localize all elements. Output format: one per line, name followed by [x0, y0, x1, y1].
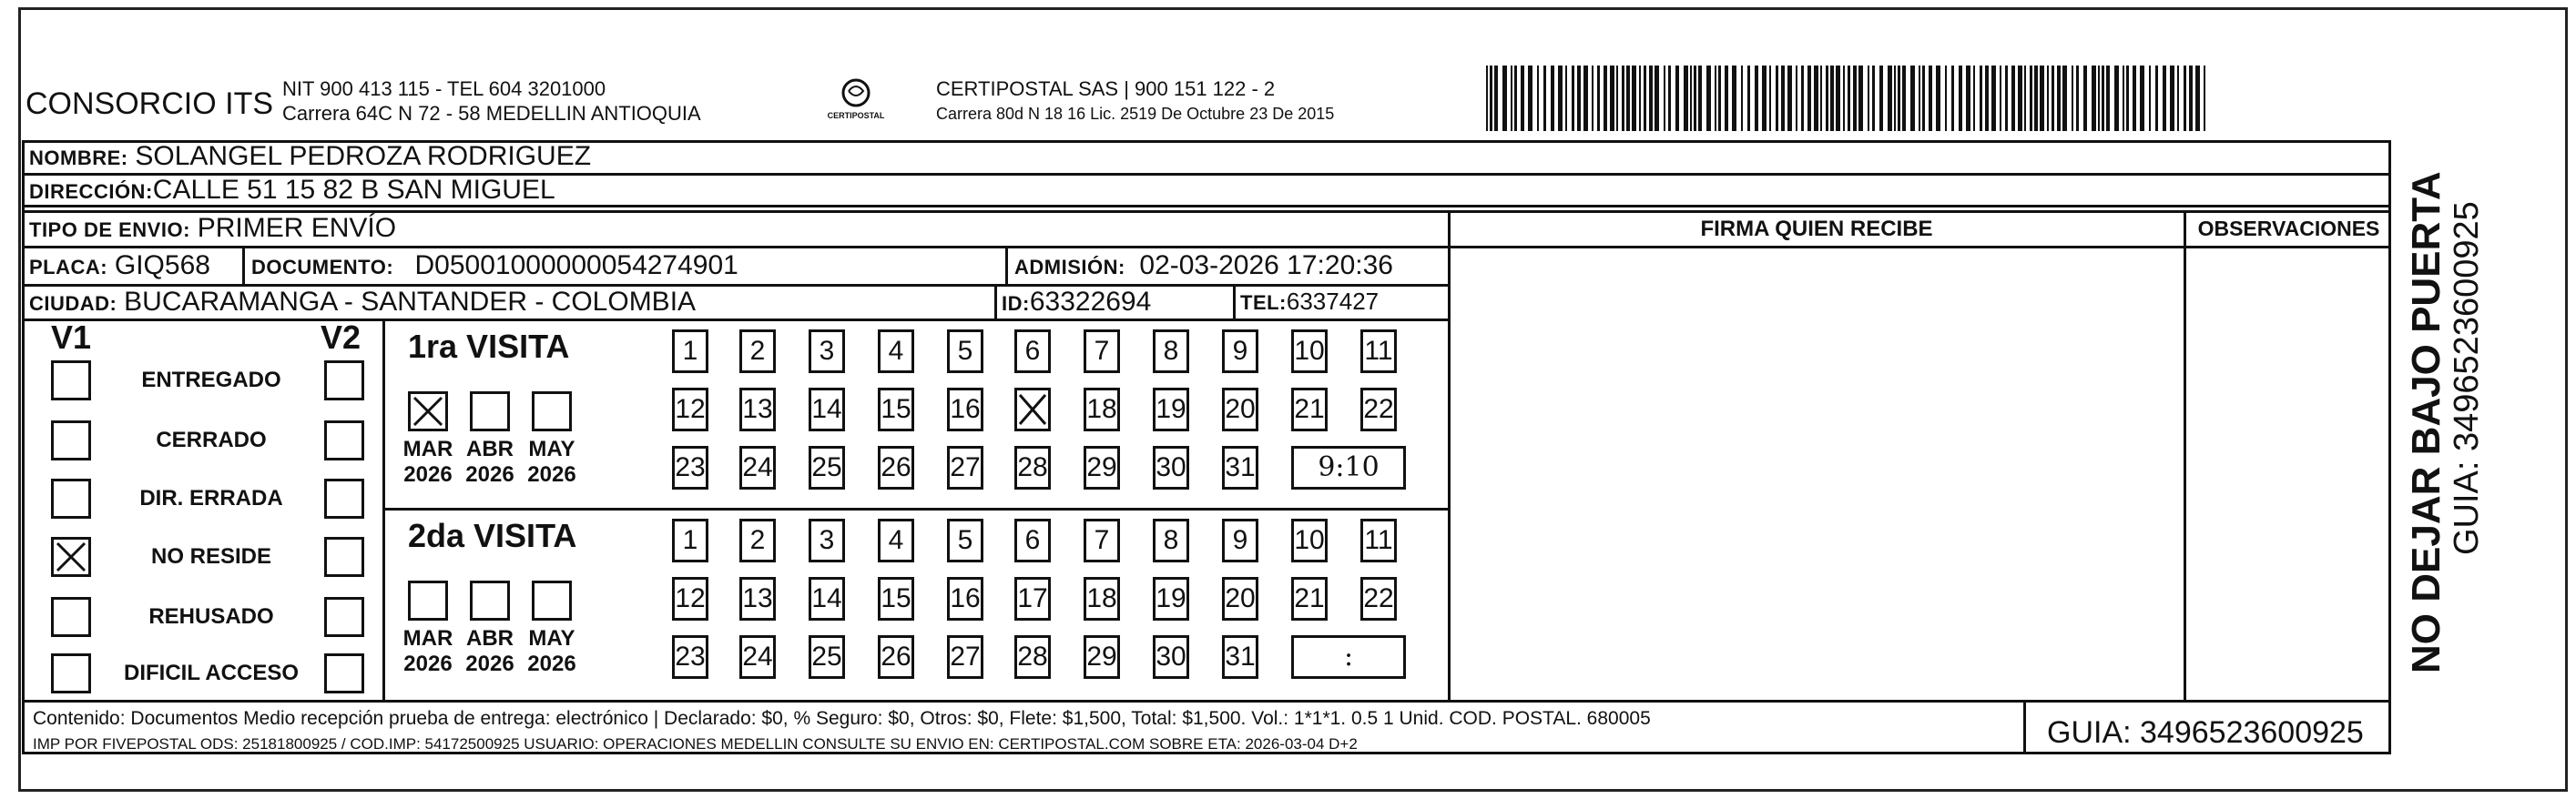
documento-label: DOCUMENTO:	[251, 256, 394, 278]
month-label: ABR	[466, 437, 514, 461]
admision-value: 02-03-2026 17:20:36	[1139, 250, 1393, 280]
month-label: MAY	[528, 626, 575, 651]
barcode-bar	[2072, 66, 2073, 131]
footer-imp: IMP POR FIVEPOSTAL ODS: 25181800925 / COD.IMP: 54172500925 USUARIO: OPERACIONES MEDELLIN CONSULTE SU ENVIO EN: CERTIPOSTAL.COM SOBRE ETA: 2026-03-04 D+2	[33, 735, 1358, 753]
barcode-bar	[1973, 66, 1975, 131]
barcode-bar	[1755, 66, 1758, 131]
barcode-bar	[2177, 66, 2179, 131]
footer-guia: GUIA: 3496523600925	[2047, 715, 2364, 750]
status-v1-checkbox[interactable]	[51, 537, 91, 577]
nombre-value: SOLANGEL PEDROZA RODRIGUEZ	[135, 141, 592, 171]
first-visit-title: 1ra VISITA	[408, 328, 570, 365]
id-label: ID:	[1002, 292, 1030, 315]
id-value: 63322694	[1029, 287, 1152, 317]
barcode-bar	[1879, 66, 1883, 131]
barcode-bar	[1781, 66, 1785, 131]
tipo-envio-label: TIPO DE ENVIO:	[29, 218, 190, 241]
second-visit-day-box[interactable]: 17	[1014, 577, 1051, 621]
barcode-bar	[1919, 66, 1920, 131]
barcode-bar	[2030, 66, 2032, 131]
barcode-bar	[1649, 66, 1653, 131]
barcode-bar	[1945, 66, 1947, 131]
barcode-bar	[1830, 66, 1834, 131]
barcode-bar	[2184, 66, 2186, 131]
second-visit-day-box[interactable]: 9	[1222, 519, 1258, 562]
barcode-bar	[1725, 66, 1728, 131]
barcode-bar	[2106, 66, 2110, 131]
barcode-bar	[1787, 66, 1792, 131]
second-visit-day-box[interactable]: 8	[1153, 519, 1189, 562]
first-visit-time-box[interactable]: 9:10	[1291, 446, 1406, 490]
first-visit-day-box[interactable]: 11	[1360, 329, 1397, 373]
first-visit-day-box[interactable]: 14	[809, 388, 845, 431]
second-visit-month-checkbox[interactable]	[470, 581, 510, 621]
v1-label: V1	[51, 319, 92, 356]
barcode-bar	[2047, 66, 2049, 131]
barcode-bar	[1551, 66, 1554, 131]
barcode-bar	[1604, 66, 1607, 131]
second-visit-day-box[interactable]: 31	[1222, 635, 1258, 679]
first-visit-day-box[interactable]: 5	[947, 329, 983, 373]
barcode-bar	[1511, 66, 1512, 131]
certipostal-logo: CERTIPOSTAL	[820, 73, 892, 127]
second-visit-day-box[interactable]: 5	[947, 519, 983, 562]
barcode-bar	[2052, 66, 2054, 131]
month-label: ABR	[466, 626, 514, 651]
barcode-bar	[2195, 66, 2200, 131]
company-address: Carrera 64C N 72 - 58 MEDELLIN ANTIOQUIA	[282, 102, 701, 125]
first-visit-day-box[interactable]: 1	[672, 329, 708, 373]
barcode-bar	[2102, 66, 2104, 131]
first-visit-day-box[interactable]: 13	[739, 388, 776, 431]
barcode-bar	[1872, 66, 1875, 131]
barcode-bar	[1639, 66, 1641, 131]
first-visit-day-box[interactable]: 8	[1153, 329, 1189, 373]
barcode-bar	[2083, 66, 2087, 131]
barcode-bar	[2024, 66, 2026, 131]
barcode-bar	[1626, 66, 1630, 131]
barcode-bar	[1888, 66, 1892, 131]
barcode-bar	[1769, 66, 1771, 131]
carrier-name: CERTIPOSTAL SAS | 900 151 122 - 2	[936, 77, 1276, 100]
barcode-bar	[2123, 66, 2124, 131]
status-v1-checkbox[interactable]	[51, 479, 91, 519]
direccion-label: DIRECCIÓN:	[29, 180, 153, 203]
barcode-bar	[1706, 66, 1711, 131]
first-visit-day-box[interactable]: 28	[1014, 446, 1051, 490]
status-v1-checkbox[interactable]	[51, 653, 91, 693]
status-label: NO RESIDE	[150, 544, 272, 569]
first-visit-day-box[interactable]: 4	[878, 329, 914, 373]
first-visit-day-box[interactable]: 2	[739, 329, 776, 373]
barcode-bar	[1694, 66, 1696, 131]
first-visit-day-box[interactable]: 19	[1153, 388, 1189, 431]
second-visit-day-box[interactable]: 15	[878, 577, 914, 621]
barcode-bar	[1980, 66, 1982, 131]
second-visit-day-box[interactable]: 4	[878, 519, 914, 562]
firma-header: FIRMA QUIEN RECIBE	[1700, 217, 1933, 241]
status-v2-checkbox[interactable]	[324, 360, 364, 400]
barcode-bar	[2098, 66, 2100, 131]
status-label: DIFICIL ACCESO	[123, 661, 299, 685]
first-visit-day-box[interactable]: 16	[947, 388, 983, 431]
month-label: MAR	[402, 626, 453, 651]
barcode-bar	[1490, 66, 1492, 131]
first-visit-day-box[interactable]: 27	[947, 446, 983, 490]
placa-value: GIQ568	[114, 250, 210, 280]
ciudad-label: CIUDAD:	[29, 292, 117, 315]
first-visit-month-checkbox[interactable]	[470, 391, 510, 431]
barcode-bar	[1565, 66, 1567, 131]
barcode-bar	[2140, 66, 2144, 131]
barcode-bar	[2000, 66, 2001, 131]
status-label: DIR. ERRADA	[139, 486, 283, 511]
barcode-bar	[1762, 66, 1767, 131]
barcode-bar	[2149, 66, 2151, 131]
barcode-bar	[1814, 66, 1818, 131]
second-visit-day-box[interactable]: 2	[739, 519, 776, 562]
first-visit-day-box[interactable]: 31	[1222, 446, 1258, 490]
company-nit: NIT 900 413 115 - TEL 604 3201000	[282, 77, 606, 100]
barcode-bar	[1610, 66, 1614, 131]
second-visit-day-box[interactable]: 22	[1360, 577, 1397, 621]
year-label: 2026	[527, 462, 576, 487]
first-visit-day-box[interactable]: 9	[1222, 329, 1258, 373]
status-v2-checkbox[interactable]	[324, 597, 364, 637]
status-v2-checkbox[interactable]	[324, 479, 364, 519]
first-visit-day-box[interactable]: 20	[1222, 388, 1258, 431]
barcode-bar	[1843, 66, 1845, 131]
company-name: CONSORCIO ITS	[25, 86, 274, 121]
barcode-bar	[1655, 66, 1659, 131]
barcode-bar	[1577, 66, 1581, 131]
barcode-bar	[2011, 66, 2015, 131]
second-visit-day-box[interactable]: 21	[1291, 577, 1328, 621]
year-label: 2026	[465, 462, 514, 487]
first-visit-month-checkbox[interactable]	[532, 391, 572, 431]
barcode-bar	[2076, 66, 2079, 131]
barcode-bar	[1848, 66, 1850, 131]
second-visit-day-box[interactable]: 20	[1222, 577, 1258, 621]
v2-label: V2	[321, 319, 361, 356]
barcode-bar	[2034, 66, 2038, 131]
barcode-bar	[2057, 66, 2061, 131]
year-label: 2026	[527, 652, 576, 676]
second-visit-day-box[interactable]: 7	[1084, 519, 1120, 562]
first-visit-day-box[interactable]: 6	[1014, 329, 1051, 373]
first-visit-month-checkbox[interactable]	[408, 391, 448, 431]
status-v1-checkbox[interactable]	[51, 360, 91, 400]
barcode-bar	[2040, 66, 2044, 131]
barcode-bar	[1486, 66, 1488, 131]
second-visit-day-box[interactable]: 29	[1084, 635, 1120, 679]
barcode-bar	[2092, 66, 2096, 131]
barcode-bar	[1690, 66, 1692, 131]
first-visit-day-box[interactable]: 29	[1084, 446, 1120, 490]
barcode-bar	[2155, 66, 2158, 131]
barcode-bar	[1732, 66, 1736, 131]
month-label: MAR	[402, 437, 453, 461]
barcode-bar	[1836, 66, 1840, 131]
first-visit-day-box[interactable]: 15	[878, 388, 914, 431]
barcode-bar	[1985, 66, 1989, 131]
barcode-bar	[1616, 66, 1618, 131]
second-visit-day-box[interactable]: 11	[1360, 519, 1397, 562]
no-dejar-bajo-puerta: NO DEJAR BAJO PUERTA	[2404, 171, 2449, 673]
barcode-bar	[1796, 66, 1797, 131]
status-v2-checkbox[interactable]	[324, 537, 364, 577]
barcode-bar	[1632, 66, 1636, 131]
second-visit-day-box[interactable]: 24	[739, 635, 776, 679]
barcode-bar	[1543, 66, 1546, 131]
first-visit-day-box[interactable]: 22	[1360, 388, 1397, 431]
barcode-bar	[1528, 66, 1532, 131]
second-visit-day-box[interactable]: 27	[947, 635, 983, 679]
admision-label: ADMISIÓN:	[1014, 256, 1125, 278]
barcode-bar	[2126, 66, 2129, 131]
barcode-bar	[1698, 66, 1702, 131]
barcode-bar	[1826, 66, 1828, 131]
barcode-bar	[1959, 66, 1962, 131]
barcode-bar	[1741, 66, 1743, 131]
tel-label: TEL:	[1240, 291, 1287, 314]
barcode-bar	[1644, 66, 1646, 131]
ciudad-value: BUCARAMANGA - SANTANDER - COLOMBIA	[124, 287, 697, 317]
month-label: MAY	[528, 437, 575, 461]
first-visit-day-box[interactable]: 26	[878, 446, 914, 490]
barcode-bar	[1715, 66, 1716, 131]
nombre-label: NOMBRE:	[29, 147, 128, 169]
barcode-bar	[1502, 66, 1507, 131]
first-visit-day-box[interactable]: 23	[672, 446, 708, 490]
barcode-bar	[1664, 66, 1665, 131]
second-visit-title: 2da VISITA	[408, 517, 577, 554]
observaciones-header: OBSERVACIONES	[2197, 217, 2380, 240]
barcode-bar	[1910, 66, 1915, 131]
barcode-bar	[1558, 66, 1563, 131]
barcode-bar	[2133, 66, 2136, 131]
barcode-bar	[1894, 66, 1896, 131]
tipo-envio-value: PRIMER ENVÍO	[197, 213, 397, 243]
barcode-bar	[2204, 66, 2205, 131]
barcode-bar	[1858, 66, 1863, 131]
second-visit-day-box[interactable]: 28	[1014, 635, 1051, 679]
second-visit-time-box[interactable]: :	[1291, 635, 1406, 679]
footer-content: Contenido: Documentos Medio recepción prueba de entrega: electrónico | Declarado: $0, % Seguro: $0, Otros: $0, Flete: $1,500, Total: $1,500. Vol.: 1*1*1. 0.5 1 Unid. COD. POSTAL. 680005	[33, 708, 1651, 729]
second-visit-day-box[interactable]: 19	[1153, 577, 1189, 621]
status-v2-checkbox[interactable]	[324, 653, 364, 693]
status-label: CERRADO	[156, 428, 267, 452]
tel-value: 6337427	[1286, 288, 1380, 315]
barcode-bar	[1966, 66, 1970, 131]
barcode-bar	[1521, 66, 1524, 131]
barcode-bar	[1902, 66, 1906, 131]
barcode-bar	[1537, 66, 1539, 131]
barcode-bar	[1668, 66, 1671, 131]
second-visit-day-box[interactable]: 16	[947, 577, 983, 621]
second-visit-day-box[interactable]: 30	[1153, 635, 1189, 679]
barcode-bar	[2114, 66, 2119, 131]
first-visit-day-box[interactable]: 7	[1084, 329, 1120, 373]
second-visit-month-checkbox[interactable]	[408, 581, 448, 621]
barcode-bar	[1853, 66, 1857, 131]
first-visit-day-box[interactable]	[1014, 388, 1051, 431]
barcode-bar	[1622, 66, 1624, 131]
barcode-bar	[2170, 66, 2174, 131]
barcode-bar	[2189, 66, 2193, 131]
year-label: 2026	[403, 652, 453, 676]
first-visit-day-box[interactable]: 25	[809, 446, 845, 490]
barcode-bar	[1936, 66, 1940, 131]
year-label: 2026	[465, 652, 514, 676]
first-visit-day-box[interactable]: 24	[739, 446, 776, 490]
second-visit-day-box[interactable]: 3	[809, 519, 845, 562]
first-visit-day-box[interactable]: 10	[1291, 329, 1328, 373]
barcode-bar	[2005, 66, 2008, 131]
barcode-bar	[1675, 66, 1679, 131]
second-visit-day-box[interactable]: 12	[672, 577, 708, 621]
first-visit-day-box[interactable]: 21	[1291, 388, 1328, 431]
barcode-bar	[2163, 66, 2166, 131]
second-visit-day-box[interactable]: 18	[1084, 577, 1120, 621]
second-visit-day-box[interactable]: 6	[1014, 519, 1051, 562]
barcode-bar	[1898, 66, 1900, 131]
barcode-bar	[2062, 66, 2067, 131]
second-visit-day-box[interactable]: 10	[1291, 519, 1328, 562]
barcode-bar	[1597, 66, 1600, 131]
status-v1-checkbox[interactable]	[51, 420, 91, 460]
side-guia: GUIA: 3496523600925	[2448, 201, 2486, 555]
status-v2-checkbox[interactable]	[324, 420, 364, 460]
second-visit-day-box[interactable]: 25	[809, 635, 845, 679]
barcode-bar	[1807, 66, 1811, 131]
barcode-bar	[2018, 66, 2022, 131]
direccion-value: CALLE 51 15 82 B SAN MIGUEL	[152, 175, 555, 205]
first-visit-day-box[interactable]: 3	[809, 329, 845, 373]
barcode-bar	[1820, 66, 1822, 131]
barcode-bar	[1929, 66, 1932, 131]
barcode-bar	[1592, 66, 1593, 131]
status-label: REHUSADO	[148, 604, 274, 629]
barcode-bar	[1776, 66, 1778, 131]
second-visit-day-box[interactable]: 26	[878, 635, 914, 679]
second-visit-month-checkbox[interactable]	[532, 581, 572, 621]
barcode-bar	[1747, 66, 1750, 131]
barcode-bar	[1868, 66, 1869, 131]
documento-value: D05001000000054274901	[414, 250, 738, 280]
second-visit-day-box[interactable]: 1	[672, 519, 708, 562]
status-v1-checkbox[interactable]	[51, 597, 91, 637]
carrier-address: Carrera 80d N 18 16 Lic. 2519 De Octubre 23 De 2015	[936, 105, 1335, 123]
status-label: ENTREGADO	[141, 368, 281, 392]
barcode-bar	[1801, 66, 1804, 131]
barcode-bar	[1684, 66, 1688, 131]
year-label: 2026	[403, 462, 453, 487]
barcode-bar	[1572, 66, 1574, 131]
barcode-bar	[1583, 66, 1588, 131]
second-visit-day-box[interactable]: 13	[739, 577, 776, 621]
barcode-bar	[1991, 66, 1996, 131]
second-visit-day-box[interactable]: 14	[809, 577, 845, 621]
first-visit-day-box[interactable]: 30	[1153, 446, 1189, 490]
first-visit-day-box[interactable]: 12	[672, 388, 708, 431]
barcode-bar	[1718, 66, 1721, 131]
barcode-bar	[1922, 66, 1925, 131]
barcode-bar	[1514, 66, 1517, 131]
barcode-bar	[1494, 66, 1498, 131]
first-visit-day-box[interactable]: 18	[1084, 388, 1120, 431]
barcode-bar	[1951, 66, 1954, 131]
barcode	[1486, 66, 2211, 131]
placa-label: PLACA:	[29, 256, 108, 278]
second-visit-day-box[interactable]: 23	[672, 635, 708, 679]
